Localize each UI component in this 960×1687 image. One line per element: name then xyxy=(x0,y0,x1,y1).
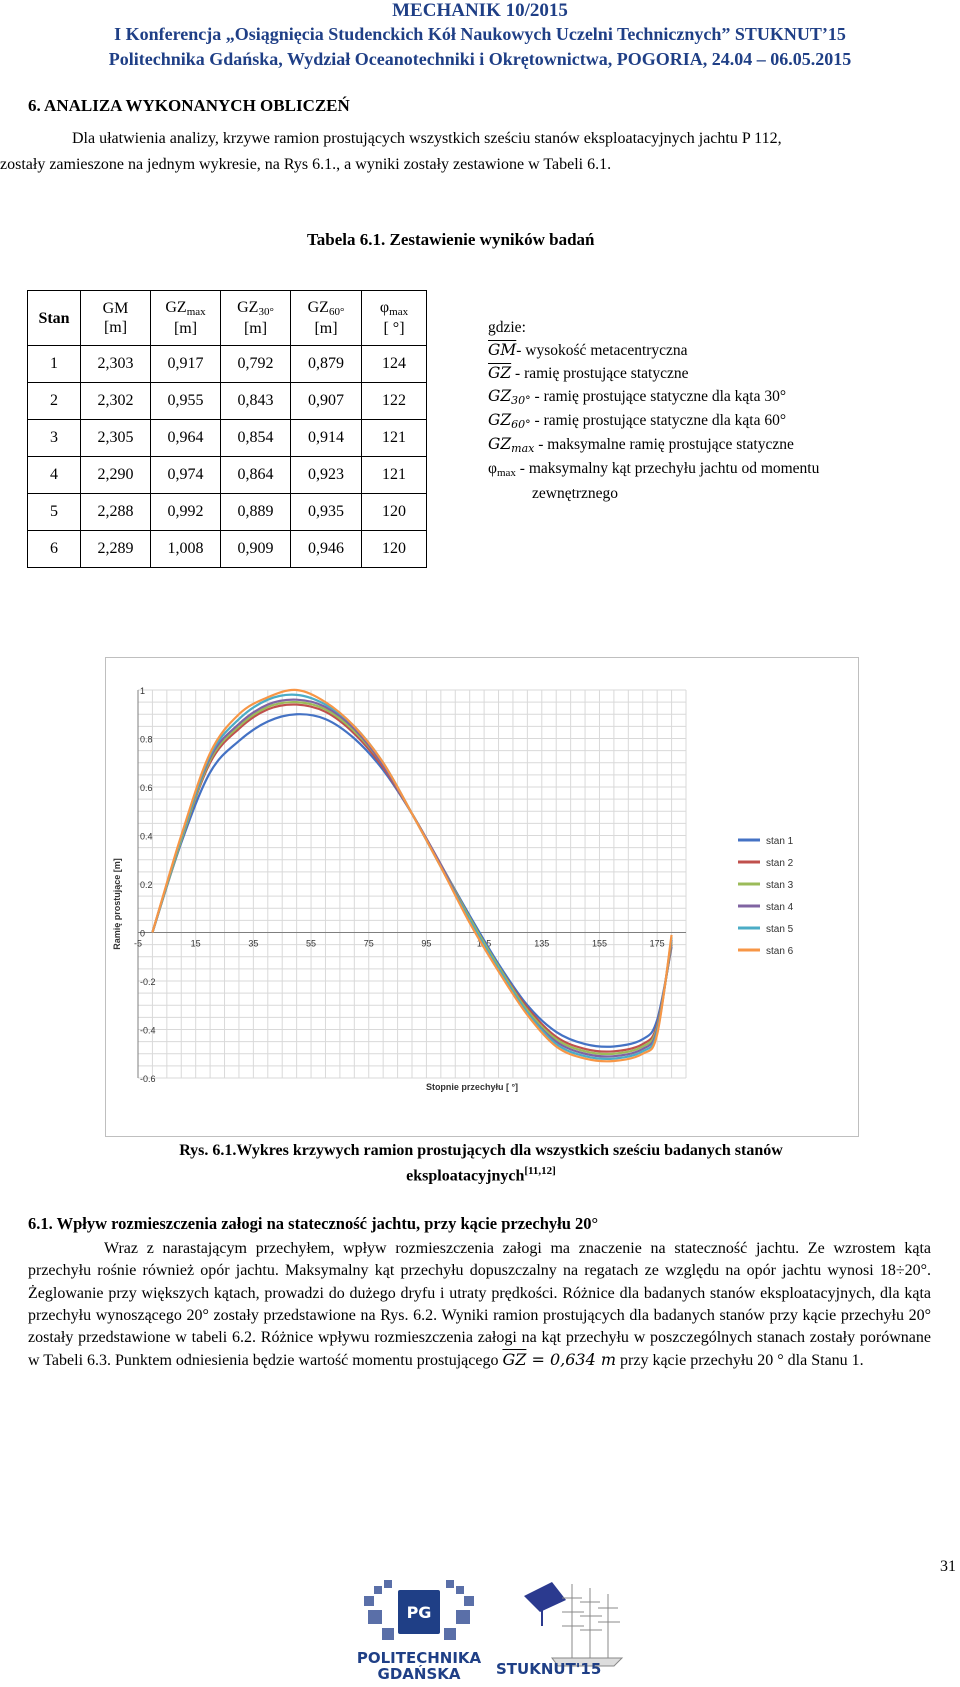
x-tick-label: 175 xyxy=(649,938,665,949)
table-cell: 0,935 xyxy=(291,494,362,531)
legend-gdzie: gdzie: xyxy=(488,319,526,336)
table-cell: 122 xyxy=(362,383,427,420)
subsection-title: 6.1. Wpływ rozmieszczenia załogi na stateczność jachtu, przy kącie przechyłu 20° xyxy=(28,1214,599,1233)
y-tick-label: 0.6 xyxy=(140,783,153,793)
legend-label: stan 5 xyxy=(766,924,794,935)
table-cell: 1 xyxy=(28,346,81,383)
section-title: 6. ANALIZA WYKONANYCH OBLICZEŃ xyxy=(28,96,350,115)
table-cell: 3 xyxy=(28,420,81,457)
table-row xyxy=(28,383,427,420)
table-cell: 120 xyxy=(362,531,427,568)
x-tick-label: 75 xyxy=(363,938,374,949)
table-cell: 0,792 xyxy=(221,346,291,383)
x-tick-label: 95 xyxy=(421,938,432,949)
table-cell: 0,864 xyxy=(221,457,291,494)
col-header-gz30: GZ30° [m] xyxy=(221,291,291,346)
table-cell: 0,879 xyxy=(291,346,362,383)
intro-line-1: Dla ułatwienia analizy, krzywe ramion prostujących wszystkich sześciu stanów eksploatacyjnych jachtu P 112, xyxy=(72,130,782,147)
table-cell: 2,303 xyxy=(81,346,151,383)
body-paragraph: Wraz z narastającym przechyłem, wpływ rozmieszczenia załogi ma znaczenie na stateczność jachtu. Ze wzrostem kąta przechyłu rośnie również opór jachtu. Maksymalny kąt przechyłu dopuszczalny na regatach ze względu na opór jachtu wynosi 18÷20°. Żeglowanie przy większych kątach, prowadzi do dużego dryfu i utraty prędkości. Różnice dla badanych stanów eksploatacyjnych, dla kąta przechyłu wynoszącego 20° zostały przedstawione na Rys. 6.2. Wyniki ramion prostujących dla badanych stanów przy kącie przechyłu 20° zostały przedstawione w tabeli 6.2. Różnice wpływu rozmieszczenia załogi na kąt przechyłu w poszczególnych stanach zostały porównane w Tabeli 6.3. Punktem odniesienia będzie wartość momentu prostującego $\overline{GZ} = 0,634$ m przy kącie przechyłu 20 ° dla Stanu 1. xyxy=(28,1240,931,1370)
y-tick-label: 0.4 xyxy=(140,831,153,842)
table-row xyxy=(28,420,427,457)
table-cell: 2,289 xyxy=(81,531,151,568)
table-cell: 0,889 xyxy=(221,494,291,531)
table-cell: 0,843 xyxy=(221,383,291,420)
x-tick-label: -5 xyxy=(133,938,143,949)
table-cell: 0,917 xyxy=(151,346,221,383)
table-cell: 2,305 xyxy=(81,420,151,457)
x-tick-label: 115 xyxy=(476,938,492,949)
page-number: 31 xyxy=(940,1558,956,1575)
col-header-stan: Stan xyxy=(28,291,81,346)
legend-gzmax: GZmax - maksymalne ramię prostujące statyczne xyxy=(488,435,794,455)
intro-line-2: zostały zamieszone na jednym wykresie, na Rys 6.1., a wyniki zostały zestawione w Tabeli 6.1. xyxy=(0,156,612,173)
legend-gz30: GZ30° - ramię prostujące statyczne dla kąta 30° xyxy=(488,387,787,407)
y-axis-title: Ramię prostujące [m] xyxy=(112,858,122,950)
stuknut-logo-text: STUKNUT'15 xyxy=(496,1660,602,1678)
journal-title: MECHANIK 10/2015 xyxy=(392,0,568,21)
legend-label: stan 3 xyxy=(766,880,794,891)
table-cell: 124 xyxy=(362,346,427,383)
table-cell: 2 xyxy=(28,383,81,420)
legend-gz60: GZ60° - ramię prostujące statyczne dla kąta 60° xyxy=(488,411,787,431)
chart-svg xyxy=(106,658,858,1136)
gz-curves-chart xyxy=(105,657,859,1137)
table-cell: 5 xyxy=(28,494,81,531)
figure-caption-line-1: Rys. 6.1.Wykres krzywych ramion prostujących dla wszystkich sześciu badanych stanów xyxy=(179,1142,783,1159)
col-header-gz60: GZ60° [m] xyxy=(291,291,362,346)
table-cell: 0,907 xyxy=(291,383,362,420)
table-cell: 2,288 xyxy=(81,494,151,531)
figure-caption xyxy=(105,1141,857,1186)
col-header-phimax: φmax [ °] xyxy=(362,291,427,346)
table-cell: 2,290 xyxy=(81,457,151,494)
table-row xyxy=(28,346,427,383)
legend-gz: $\overline{GZ}$ - ramię prostujące statyczne xyxy=(488,364,689,382)
table-cell: 2,302 xyxy=(81,383,151,420)
table-cell: 120 xyxy=(362,494,427,531)
legend-label: stan 6 xyxy=(766,946,794,957)
table-cell: 0,955 xyxy=(151,383,221,420)
table-row xyxy=(28,457,427,494)
legend-gm: $\overline{GM}-$ wysokość metacentryczna xyxy=(488,341,688,359)
table-cell: 121 xyxy=(362,457,427,494)
table-cell: 0,854 xyxy=(221,420,291,457)
conference-venue: Politechnika Gdańska, Wydział Oceanotechniki i Okrętownictwa, POGORIA, 24.04 – 06.05.2015 xyxy=(108,49,852,69)
table-cell: 0,909 xyxy=(221,531,291,568)
y-tick-label: -0.2 xyxy=(140,977,156,987)
table-row xyxy=(28,531,427,568)
col-header-gzmax: GZmax [m] xyxy=(151,291,221,346)
y-tick-label: 0 xyxy=(140,928,146,939)
table-cell: 121 xyxy=(362,420,427,457)
y-tick-label: -0.4 xyxy=(140,1025,156,1036)
results-table xyxy=(27,290,427,568)
x-tick-label: 35 xyxy=(248,938,259,949)
x-axis-title: Stopnie przechyłu [ °] xyxy=(425,1082,519,1092)
x-tick-label: 155 xyxy=(591,938,607,949)
y-tick-label: -0.6 xyxy=(140,1074,156,1084)
figure-caption-line-2: eksploatacyjnych[11,12] xyxy=(406,1165,556,1185)
table-cell: 0,914 xyxy=(291,420,362,457)
svg-text:PG: PG xyxy=(406,1603,432,1622)
stuknut-logo xyxy=(490,1578,626,1682)
table-cell: 0,923 xyxy=(291,457,362,494)
x-tick-label: 55 xyxy=(306,938,317,949)
table-cell: 1,008 xyxy=(151,531,221,568)
table-header-row xyxy=(28,291,427,346)
x-tick-label: 15 xyxy=(190,938,201,949)
pg-logo-text: POLITECHNIKA GDAŃSKA xyxy=(356,1649,482,1683)
legend-label: stan 1 xyxy=(766,836,794,847)
table-cell: 0,946 xyxy=(291,531,362,568)
table-cell: 6 xyxy=(28,531,81,568)
symbol-legend xyxy=(488,316,819,505)
table-cell: 4 xyxy=(28,457,81,494)
legend-phimax-cont: zewnętrznego xyxy=(532,485,619,502)
table-cell: 0,964 xyxy=(151,420,221,457)
table-cell: 0,992 xyxy=(151,494,221,531)
conference-title: I Konferencja „Osiągnięcia Studenckich Kół Naukowych Uczelni Technicznych” STUKNUT’15 xyxy=(114,24,846,44)
y-tick-label: 0.2 xyxy=(140,880,153,890)
y-tick-label: 1 xyxy=(140,686,146,696)
x-tick-label: 135 xyxy=(534,938,550,949)
table-row xyxy=(28,494,427,531)
legend-label: stan 4 xyxy=(766,902,794,913)
legend-label: stan 2 xyxy=(766,858,794,869)
table-caption: Tabela 6.1. Zestawienie wyników badań xyxy=(307,230,595,249)
legend-phimax: φmax - maksymalny kąt przechyłu jachtu od momentu xyxy=(488,460,820,479)
col-header-gm: GM [m] xyxy=(81,291,151,346)
table-cell: 0,974 xyxy=(151,457,221,494)
y-tick-label: 0.8 xyxy=(140,734,153,745)
